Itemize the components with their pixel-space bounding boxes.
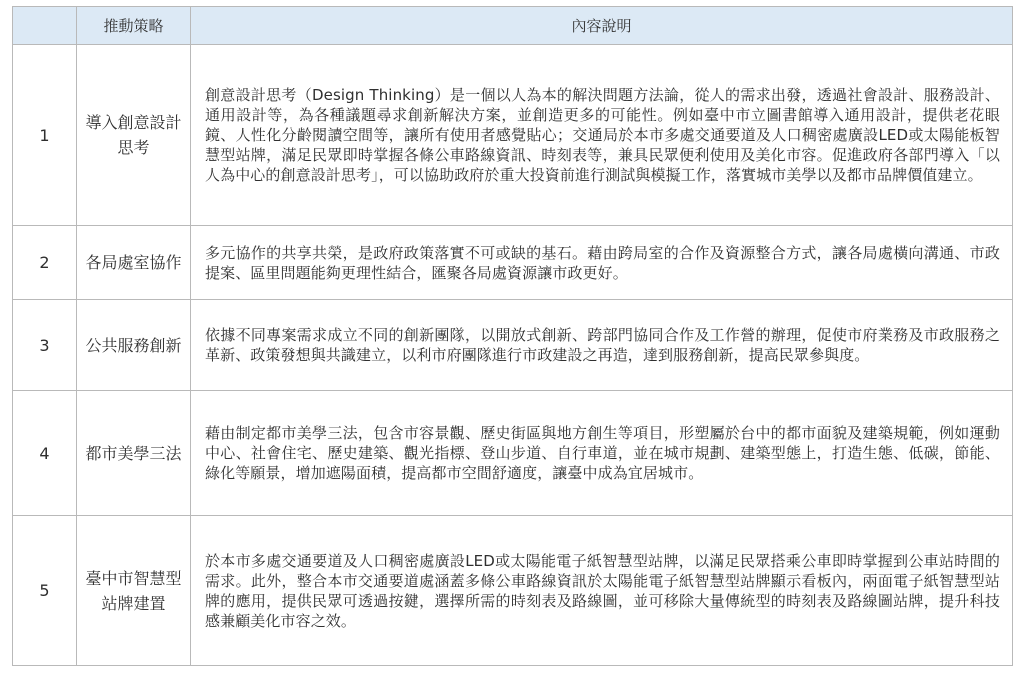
row-number: 5 [13, 516, 77, 666]
row-strategy: 臺中市智慧型站牌建置 [77, 516, 191, 666]
row-content: 依據不同專案需求成立不同的創新團隊，以開放式創新、跨部門協同合作及工作營的辦理，促使市府業務及市政服務之革新、政策發想與共識建立，以利市府團隊進行市政建設之再造，達到服務創新，提高民眾參與度。 [191, 300, 1013, 391]
row-number: 3 [13, 300, 77, 391]
table-row [13, 226, 1013, 300]
header-index [13, 7, 77, 45]
table-row [13, 516, 1013, 666]
header-content: 內容說明 [191, 7, 1013, 45]
row-strategy: 導入創意設計思考 [77, 45, 191, 226]
table-row [13, 391, 1013, 516]
row-strategy: 公共服務創新 [77, 300, 191, 391]
strategy-table [12, 6, 1013, 666]
row-content: 創意設計思考（Design Thinking）是一個以人為本的解決問題方法論，從人的需求出發，透過社會設計、服務設計、通用設計等，為各種議題尋求創新解決方案，並創造更多的可能性。例如臺中市立圖書館導入通用設計，提供老花眼鏡、人性化分齡閱讀空間等，讓所有使用者感覺貼心；交通局於本市多處交通要道及人口稠密處廣設LED或太陽能板智慧型站牌，滿足民眾即時掌握各條公車路線資訊、時刻表等，兼具民眾便利使用及美化市容。促進政府各部門導入「以人為中心的創意設計思考」，可以協助政府於重大投資前進行測試與模擬工作，落實城市美學以及都市品牌價值建立。 [191, 45, 1013, 226]
table-row [13, 45, 1013, 226]
row-strategy: 各局處室協作 [77, 226, 191, 300]
row-content: 多元協作的共享共榮，是政府政策落實不可或缺的基石。藉由跨局室的合作及資源整合方式，讓各局處橫向溝通、市政提案、區里問題能夠更理性結合，匯聚各局處資源讓市政更好。 [191, 226, 1013, 300]
row-number: 4 [13, 391, 77, 516]
table-header-row [13, 7, 1013, 45]
row-content: 藉由制定都市美學三法，包含市容景觀、歷史街區與地方創生等項目，形塑屬於台中的都市面貌及建築規範，例如運動中心、社會住宅、歷史建築、觀光指標、登山步道、自行車道，並在城市規劃、建築型態上，打造生態、低碳，節能、綠化等願景，增加遮陽面積，提高都市空間舒適度，讓臺中成為宜居城市。 [191, 391, 1013, 516]
row-strategy: 都市美學三法 [77, 391, 191, 516]
row-number: 1 [13, 45, 77, 226]
table-row [13, 300, 1013, 391]
row-number: 2 [13, 226, 77, 300]
header-strategy: 推動策略 [77, 7, 191, 45]
row-content: 於本市多處交通要道及人口稠密處廣設LED或太陽能電子紙智慧型站牌，以滿足民眾搭乘公車即時掌握到公車站時間的需求。此外，整合本市交通要道處涵蓋多條公車路線資訊於太陽能電子紙智慧型站牌顯示看板內，兩面電子紙智慧型站牌的應用，提供民眾可透過按鍵，選擇所需的時刻表及路線圖，並可移除大量傳統型的時刻表及路線圖站牌，提升科技感兼顧美化市容之效。 [191, 516, 1013, 666]
